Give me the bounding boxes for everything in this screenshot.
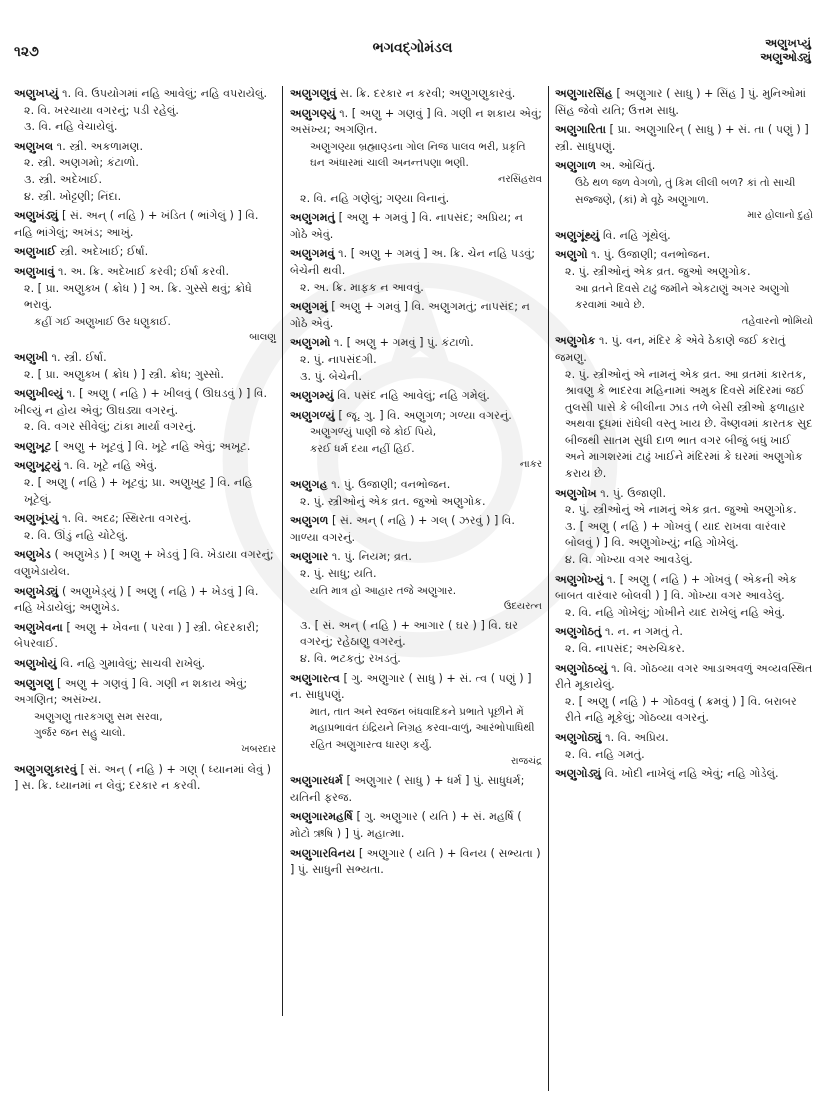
definition-line [555,730,813,747]
definition-line [14,762,276,795]
headword: અણુગમું [290,300,328,314]
usage-quote: કહીં ગઈ અણુખાઈ ઉર ધણુકાઈ. [34,315,171,328]
guide-word-last: અણુઓડ્યું [760,50,811,64]
usage-quote: ઉઠે થળ જળ વેગળો, તું કિમ લીલી બળ? કાં તો સાચી સજ્જણે, (કાં) મે વૂઠે અણુગાળ. [575,176,796,206]
definition-line [14,386,276,419]
headword: અણુખાવું [14,264,55,278]
headword: અણુગાર [290,550,329,564]
headword: અણુગોખ [555,486,597,500]
definition-line [290,106,542,139]
definition-text: ( અણુખેડ઼ ) [ અણુ + ખેડવું ] વિ. ખેડાયા વગરનું; વણુખેડાયેલ. [14,548,274,579]
definition-line: ૩. સ્ત્રી. અદેખાઈ. [24,172,103,186]
definition-line [555,333,813,366]
page-header [0,0,825,76]
definition-line [290,671,542,704]
definition-line: ૨. વિ. નાપસંદ; અરુચિકર. [565,642,685,655]
dictionary-entry [290,388,542,405]
quote-attribution: નાકર [519,459,542,471]
dictionary-entry [14,762,276,795]
definition-line [290,86,542,103]
quote-attribution: બાલણુ [249,332,276,344]
headword: અણુખૂટ્યું [14,459,61,473]
dictionary-entry [290,246,542,296]
usage-quote: માત, તાત અને સ્વજન બંધવાદિકને પ્રભાતે પૂછીને મેં મહાપ્રભાવંત ઇંદ્રિયને નિગ્રહ કરવા-વાળું, આરંભોપાધિથી રહિત અણુગારત્વ ધારણ કર્યું. [310,705,535,751]
definition-line [14,439,276,456]
definition-line [14,244,276,261]
definition-line [14,620,276,653]
headword: અણુગણુકારવું [14,762,77,776]
definition-line: ૨. વિ. નહિ ગોખેલું; ગોખીને યાદ રાખેલું નહિ એવું. [565,605,786,619]
headword: અણુખૂટ [14,439,52,453]
headword: અણુખલ [14,139,54,153]
definition-line: ૪. સ્ત્રી. ખોટ્ટણી; નિંદા. [24,189,122,203]
definition-text: સ્ત્રી. અદેખાઈ; ઈર્ષા. [59,245,149,259]
headword: અણુખપ્યું [14,87,59,100]
quote-attribution: તહેવારનો ભોમિયો [741,315,813,327]
definition-text: વિ. ખોદી નાખેલું નહિ એવું; નહિ ગોડેલું. [604,767,779,781]
definition-line [14,656,276,673]
definition-text: ૧. પું. નિયમ; વ્રત. [331,550,412,564]
definition-text: અ. ઓચિંતું. [599,159,656,173]
definition-text: [ પ્રા. અણુગારિન્ ( સાધુ ) + સં. તા ( પણું ) ] સ્ત્રી. સાધુપણું. [555,123,809,153]
column-divider [548,86,549,1091]
definition-text: [ અણુગાર ( સાધુ ) + સિંહ ] પું. મુનિઓમાં સિંહ જેવો યતિ; ઉત્તમ સાધુ. [555,87,806,117]
dictionary-entry [555,247,813,330]
definition-line [555,486,813,503]
usage-quote: ગુર્જર જન સહુ ચાલો. [34,727,126,740]
definition-text: ૧. સ્ત્રી. ઈર્ષા. [51,350,107,364]
definition-line [555,247,813,264]
dictionary-entry [290,671,542,771]
definition-text: ૧. પું. ઉજાણી; વનભોજન. [331,478,451,492]
definition-line [290,388,542,405]
definition-text: ૧. [ અણુ ( નહિ ) + ખીલવું ( ઊઘડવું ) ] વિ. ખીલ્યું ન હોય એવું; ઊઘડ્યા વગરનું. [14,387,268,417]
headword: અણુગોઠ્યું [555,730,602,744]
definition-text: ૧. [ અણુ + ગણવું ] વિ. ગણી ન શકાય એવું; અસંખ્ય; અગણિત. [290,106,542,137]
definition-text: ૧. [ અણુ + ગમવું ] પું. કંટાળો. [333,336,474,350]
definition-text: [ અણુગાર ( સાધુ ) + ધર્મ ] પું. સાધુધર્મ; યતિની ફરજ. [290,774,525,804]
column-1 [14,86,276,798]
definition-text: ૧. વિ. અદઢ; સ્થિરતા વગરનું. [62,512,192,526]
definition-line: ૩. પું. બેચેની. [300,369,362,383]
definition-line [14,458,276,475]
definition-line: ૨. વિ. ખરચાયા વગરનું; પડી રહેલું. [24,103,179,117]
definition-line [14,676,276,709]
definition-line: ૪. વિ. ગોખ્યા વગર આવડેલું. [565,553,693,567]
definition-line [290,210,542,243]
page-title: ભગવદ્ગોમંડલ [372,40,453,56]
definition-line [555,624,813,641]
dictionary-entry [14,458,276,508]
definition-line: ૨. [ અણુ ( નહિ ) + ગોઠવવું ( ક્રમવું ) ] વિ. બરાબર રીતે નહિ મૂકેલું; ગોઠવ્યા વગરનું. [565,694,797,725]
definition-text: ૧. [ અણુ + ગમવું ] અ. ક્રિ. ચેન નહિ પડવું; બેચેની થવી. [290,247,536,277]
definition-text: [ અણુ + ગણવું ] વિ. ગણી ન શકાય એવું; અગણિત; અસંખ્ય. [14,676,248,707]
definition-text: [ સં. અન્ ( નહિ ) + ગણ્ ( ધ્યાનમાં લેવું ) ] સ. ક્રિ. ધ્યાનમાં ન લેવું; દરકાર ન કરવી. [14,762,271,793]
column-2 [290,86,542,882]
guide-words [760,36,811,64]
dictionary-entry [290,408,542,474]
headword: અણુખાઈ [14,245,57,259]
dictionary-entry [290,513,542,546]
headword: અણુખેડ [14,548,51,562]
definition-text: ૧. વિ. ઉપયોગમાં નહિ આવેલું; નહિ વપરાયેલું. [62,87,268,100]
headword: અણુખંડ્યું [14,209,59,223]
definition-line [290,299,542,332]
dictionary-entry [555,122,813,155]
definition-text: [ અણુગાર ( યતિ ) + વિનય ( સભ્યતા ) ] પું. સાધુની સભ્યતા. [290,846,541,877]
dictionary-entry [555,624,813,657]
dictionary-entry [290,210,542,243]
definition-line: ૨. [ અણુ ( નહિ ) + ખૂટવું; પ્રા. અણુખુટ્ટ ] વિ. નહિ ખૂટેલું. [24,476,253,506]
definition-line: ૩. વિ. નહિ વેચાયેલું. [24,120,118,134]
definition-line: ૨. પું. સ્ત્રીઓનું એક વ્રત. જુઓ અણુગોક. [300,494,486,508]
quote-attribution: રાજચંદ્ર [511,755,542,767]
definition-line: ૨. વિ. વગર સીવેલું; ટાંકા માર્યા વગરનું. [24,420,197,434]
headword: અણુગોઠવ્યું [555,661,608,675]
definition-line: ૨. [ પ્રા. અણુક્ખ ( ક્રોધ ) ] સ્ત્રી. ક્રોધ; ગુસ્સો. [24,367,224,381]
headword: અણુગળ્યું [290,408,335,422]
usage-quote: અણુગણુ તારકગણુ સમ સરવા, [34,710,163,723]
dictionary-entry [555,486,813,569]
dictionary-entry [555,228,813,245]
dictionary-entry [14,86,276,136]
dictionary-entry [555,86,813,119]
dictionary-entry [14,439,276,456]
headword: અણુગોખ્યું [555,572,604,586]
dictionary-entry [14,676,276,759]
definition-line [290,809,542,842]
definition-line [290,513,542,546]
definition-line [555,766,813,783]
headword: અણુગારિતા [555,123,606,137]
definition-text: [ જૂ. ગુ. ] વિ. અણુગળ; ગળ્યા વગરનું. [338,408,512,422]
definition-line: ૨. અ. ક્રિ. માફક ન આવવું. [300,280,424,294]
usage-quote: આ વ્રતને દિવસે ટાઢું જમીને એકટાણું અગર અણુગો કરવામાં આવે છે. [575,282,790,312]
definition-text: [ અણુ + ખૂટવું ] વિ. ખૂટે નહિ એવું; અખૂટ. [54,439,251,453]
dictionary-columns [14,86,814,1046]
dictionary-entry [555,333,813,482]
headword: અણુખેડ્યું [14,584,59,598]
definition-text: ૧. પું. વન, મંદિર કે એવે ઠેકાણે જઈ કરાતું જમણુ. [555,334,786,364]
headword: અણુખૂંપ્યું [14,512,59,526]
definition-line: ૩. [ સં. અન્ ( નહિ ) + આગાર ( ઘર ) ] વિ. ઘર વગરનું; રહેઠાણુ વગરનું. [300,618,519,649]
definition-text: ( અણુખેડ઼્યું ) [ અણુ ( નહિ ) + ખેડવું ] વિ. નહિ ખેડાયેલું; અણુખેડ. [14,584,259,615]
dictionary-entry [14,139,276,205]
definition-text: [ સં. અન્ ( નહિ ) + ગલ્ ( ઝરવું ) ] વિ. ગાળ્યા વગરનું. [290,514,515,544]
definition-text: ૧. વિ. અપ્રિય. [605,730,669,744]
definition-line [14,584,276,617]
headword: અણુખીલ્યું [14,387,63,401]
definition-line [14,208,276,241]
headword: અણુગણુ [14,676,54,690]
dictionary-entry [14,264,276,347]
definition-line: ૨. વિ. ઊંડું નહિ ચોટેલું. [24,528,129,542]
usage-quote: અણુગળ્યું પાણી જે કોઈ પિયે, [310,426,437,439]
definition-text: વિ. પસંદ નહિ આવેલું; નહિ ગમેલું. [337,389,490,403]
definition-line: ૨. [ પ્રા. અણુક્ખ ( ક્રોધ ) ] અ. ક્રિ. ગુસ્સે થવું; ક્રોધે ભરાવું. [24,281,252,312]
definition-text: [ અણુ + ગમવું ] વિ. અણુગમતું; નાપસંદ; ન ગોઠે એવું. [290,300,530,330]
definition-line [14,264,276,281]
headword: અણુખી [14,350,48,364]
definition-text: ૧. પું. ઉજાણી; વનભોજન. [591,248,711,262]
dictionary-entry [14,208,276,241]
headword: અણુગમવું [290,247,335,261]
definition-text: ૧. ન. ન ગમતું તે. [605,625,683,639]
definition-text: [ ગુ. અણુગાર ( સાધુ ) + સં. ત્વ ( પણું ) ] ન. સાધુપણું. [290,671,532,702]
dictionary-entry [290,549,542,667]
headword: અણુગારધર્મ [290,774,343,788]
headword: અણુગૂંથ્યું [555,228,600,242]
definition-line: ૨. વિ. નહિ ગણેલું; ગણ્યા વિનાનું. [300,191,450,205]
headword: અણુગણુવું [290,87,337,100]
dictionary-entry [290,809,542,842]
definition-text: [ અણુ + ગમવું ] વિ. નાપસંદ; અપ્રિય; ન ગોઠે એવું. [290,211,524,241]
usage-quote: કરઈ ધર્મ દયા નહીં હિઈ. [310,442,415,455]
dictionary-entry [14,386,276,436]
headword: અણુખોયું [14,657,57,670]
dictionary-entry [14,547,276,580]
definition-line [290,408,542,425]
definition-text: ૧. સ્ત્રી. અકળામણ. [56,139,144,153]
definition-line: ૪. વિ. ભટકતું; રખડતું. [300,652,401,665]
dictionary-entry [14,620,276,653]
definition-text: ૧. અ. ક્રિ. અદેખાઈ કરવી; ઈર્ષા કરવી. [58,264,230,278]
definition-line: ૨. પું. નાપસંદગી. [300,352,377,366]
definition-text: વિ. નહિ ગૂંથેલું. [602,228,671,242]
definition-line [555,86,813,119]
definition-line [290,246,542,279]
guide-word-first: અણુખપ્યું [765,36,811,50]
headword: અણુગારમહર્ષિ [290,810,353,824]
definition-line [290,846,542,879]
definition-text: ૧. વિ. ખૂટે નહિ એવું. [64,459,158,473]
headword: અણુગળ [290,514,329,528]
definition-line [14,86,276,103]
definition-line: ૨. પું. સાધુ; યતિ. [300,567,377,581]
definition-text: [ અણુ + ખેવના ( પરવા ) ] સ્ત્રી. બેદરકારી; બેપરવાઈ. [14,620,259,651]
headword: અણુગોડ્યું [555,767,602,781]
dictionary-entry [14,584,276,617]
headword: અણુગારસિંહ [555,87,613,100]
dictionary-entry [290,846,542,879]
dictionary-entry [555,158,813,224]
definition-text: સ. ક્રિ. દરકાર ન કરવી; અણુગણુકારવું. [340,87,516,100]
dictionary-entry [290,106,542,208]
headword: અણુગોક [555,334,596,348]
definition-line [290,549,542,566]
dictionary-entry [14,350,276,383]
page-number: ૧૨૭ [14,44,39,60]
definition-line [14,547,276,580]
dictionary-entry [14,511,276,544]
quote-attribution: નરસિંહરાવ [498,173,542,185]
definition-text: ૧. [ અણુ ( નહિ ) + ગોખવું ( એકની એક બાબત વારંવાર બોલવી ) ] વિ. ગોખ્યા વગર આવડેલું. [555,572,797,603]
dictionary-entry [555,661,813,727]
definition-text: ૧. વિ. ગોઠવ્યા વગર આડાઅવળું અવ્યવસ્થિત રીતે મૂકાયેલું. [555,661,813,692]
dictionary-entry [290,86,542,103]
headword: અણુગારવિનય [290,846,356,860]
dictionary-entry [14,244,276,261]
definition-line [290,773,542,806]
definition-line [555,228,813,245]
headword: અણુગાળ [555,159,597,173]
definition-line [14,350,276,367]
definition-line [555,661,813,694]
headword: અણુગો [555,248,588,262]
definition-text: [ ગુ. અણુગાર ( યતિ ) + સં. મહર્ષિ ( મોટો ઋષિ ) ] પું. મહાત્મા. [290,810,522,840]
headword: અણુગણ્યું [290,106,336,120]
headword: અણુખેવના [14,620,63,634]
definition-text: [ સં. અન્ ( નહિ ) + ખંડિત ( ભાંગેલું ) ] વિ. નહિ ભાંગેલું; અખંડ; આખું. [14,209,259,239]
definition-line [290,335,542,352]
definition-line [14,511,276,528]
quote-attribution: માર હોલાનો દુહો [747,210,813,222]
definition-line: ૨. પું. સ્ત્રીઓનું એક વ્રત. જુઓ અણુગોક. [565,264,751,278]
headword: અણુગમો [290,336,331,350]
definition-line: ૨. વિ. નહિ ગમતું. [565,747,645,761]
headword: અણુગમતું [290,211,336,225]
column-divider [282,86,283,1016]
definition-line [14,139,276,156]
dictionary-entry [555,730,813,763]
quote-attribution: ખબરદાર [241,743,276,755]
definition-line [290,477,542,494]
dictionary-entry [290,335,542,385]
definition-line [555,122,813,155]
dictionary-entry [290,299,542,332]
definition-line: ૩. [ અણુ ( નહિ ) + ગોખવું ( યાદ રાખવા વારંવાર બોલવું ) ] વિ. અણુગોખ્યું; નહિ ગોખેલું. [565,519,787,550]
dictionary-entry [290,773,542,806]
definition-line [555,572,813,605]
headword: અણુગહ [290,478,328,492]
definition-text: વિ. નહિ ગુમાવેલું; સાચવી રાખેલું. [60,657,206,670]
headword: અણુગારત્વ [290,671,340,685]
definition-line: ૨. પું. સ્ત્રીઓનું એ નામનું એક વ્રત. આ વ્રતમાં કારતક, શ્રાવણુ કે ભાદરવા મહિનામાં અમુક દિવસે મંદિરમાં જઈ તુલસી પાસે કે બીલીના ઝાડ તળે બેસી સ્ત્રીઓ ફળાહાર અથવા દૂધમાં રાંધેલી વસ્તુ ખાય છે. વૈષ્ણવમાં કારતક સુદ બીજથી સાતમ સુધી દાળ ભાત વગર બીજું બધું ખાઈ અને માગશરમાં ટાઢું ખાઈને મંદિરમાં કે ઘરમાં અણુગોક કરાય છે. [565,367,813,481]
dictionary-entry [14,656,276,673]
definition-line: ૨. સ્ત્રી. અણગમો; કંટાળો. [24,156,139,170]
headword: અણુગોઠતું [555,625,602,639]
dictionary-entry [555,766,813,783]
dictionary-entry [555,572,813,622]
dictionary-entry [290,477,542,510]
usage-quote: યતિ માત્ર હો આહાર તજે અણુગાર. [310,584,457,597]
headword: અણુગમ્યું [290,389,334,403]
quote-attribution: ઉદયરત્ન [503,601,542,613]
usage-quote: અણુગણ્યા બ્રહ્માણ્ડના ગોલ નિજ પાલવ ભરી, પ્રકૃતિ ઘન અંધારમાં ચાલી અનન્તપણા ભણી. [310,140,526,170]
definition-line: ૨. પું. સ્ત્રીઓનું એ નામનું એક વ્રત. જુઓ અણુગોક. [565,503,797,517]
definition-text: ૧. પું. ઉજાણી. [600,486,667,500]
column-3 [555,86,813,786]
definition-line [555,158,813,175]
